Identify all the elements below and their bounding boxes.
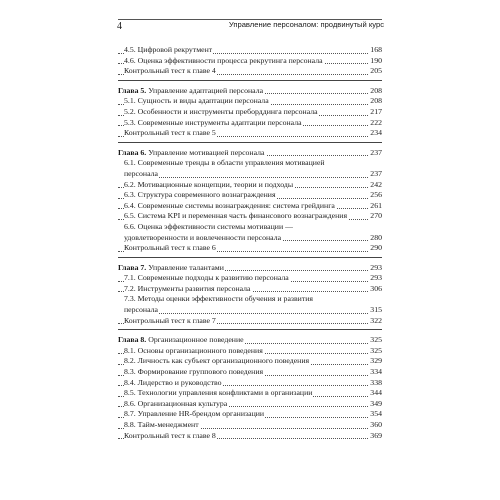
toc-entry-text: Контрольный тест к главе 6 xyxy=(124,243,216,253)
toc-page-number: 290 xyxy=(370,243,382,253)
toc-entry xyxy=(118,273,382,284)
chapter-title: Управление талантами xyxy=(148,262,224,272)
toc-page-number: 234 xyxy=(370,128,382,138)
toc-entry-text: 5.2. Особенности и инструменты преборддинга персонала xyxy=(124,106,318,116)
chapter-title-text xyxy=(118,86,264,95)
chapter-heading xyxy=(118,263,382,274)
page-number: 4 xyxy=(117,21,122,32)
chapter-label: Глава 7. xyxy=(118,262,147,272)
toc-entry-text: 5.3. Современные инструменты адаптации персонала xyxy=(124,117,302,127)
toc-entry-line: персонала xyxy=(124,168,158,178)
chapter-page-number: 293 xyxy=(370,262,382,272)
toc-entry xyxy=(118,118,382,129)
toc-entry-text: 8.3. Формирование группового поведения xyxy=(124,367,264,377)
chapter-label: Глава 6. xyxy=(118,147,147,157)
toc-page-number: 322 xyxy=(370,315,382,325)
running-title: Управление персоналом: продвинутый курс xyxy=(228,20,384,29)
chapter-label: Глава 5. xyxy=(118,85,147,95)
toc-page-number: 261 xyxy=(370,200,382,210)
toc-entry-text: 8.4. Лидерство и руководство xyxy=(124,377,222,387)
toc-entry xyxy=(118,378,382,389)
toc-entry-text: 8.5. Технологии управления конфликтами в организации xyxy=(124,388,313,398)
toc-page-number: 315 xyxy=(370,305,382,315)
chapter-title-text xyxy=(118,263,225,272)
toc-entry-text: 6.4. Современные системы вознаграждения: система грейдинга xyxy=(124,200,335,210)
toc-page-number: 222 xyxy=(370,117,382,127)
toc-entry-text: 7.1. Современные подходы к развитию персонала xyxy=(124,273,289,283)
chapter-page-number: 237 xyxy=(370,147,382,157)
toc-page-number: 306 xyxy=(370,283,382,293)
toc-entry xyxy=(118,45,382,56)
toc-entry xyxy=(118,180,382,191)
toc-entry-text: Контрольный тест к главе 5 xyxy=(124,128,216,138)
toc-entry xyxy=(118,243,382,254)
toc-entry-line: 6.1. Современные тренды в области управления мотивацией xyxy=(124,158,325,168)
chapter-heading xyxy=(118,86,382,97)
toc-entry xyxy=(118,367,382,378)
toc-entry xyxy=(118,399,382,410)
toc-entry-text: 8.1. Основы организационного поведения xyxy=(124,345,263,355)
toc-page-number: 168 xyxy=(370,45,382,54)
toc-entry xyxy=(118,431,382,442)
toc-entry-text: 7.2. Инструменты развития персонала xyxy=(124,283,251,293)
toc-entry xyxy=(118,66,382,77)
toc-page-number: 270 xyxy=(370,211,382,221)
toc-page-number: 334 xyxy=(370,367,382,377)
leader-dots xyxy=(124,313,382,314)
toc-page-number: 325 xyxy=(370,345,382,355)
chapter-page-number: 208 xyxy=(370,85,382,95)
toc-entry xyxy=(118,128,382,139)
toc-entry xyxy=(118,294,382,315)
leader-dots xyxy=(124,177,382,178)
chapter-separator xyxy=(118,329,382,330)
chapter-separator xyxy=(118,142,382,143)
toc-page-number: 217 xyxy=(370,106,382,116)
toc-entry xyxy=(118,409,382,420)
chapter-heading xyxy=(118,148,382,159)
toc-page-number: 205 xyxy=(370,66,382,76)
toc-entry xyxy=(118,56,382,67)
toc-page-number: 293 xyxy=(370,273,382,283)
chapter-title-text xyxy=(118,148,266,157)
toc-entry xyxy=(118,346,382,357)
chapter-label: Глава 8. xyxy=(118,335,147,345)
toc-entry-text: 6.5. Система KPI и переменная часть финансового вознаграждения xyxy=(124,211,348,221)
toc-page-number: 256 xyxy=(370,190,382,200)
toc-entry-text: 6.2. Мотивационные концепции, теории и подходы xyxy=(124,179,294,189)
toc-entry-text: Контрольный тест к главе 4 xyxy=(124,66,216,76)
toc-entry xyxy=(118,190,382,201)
toc-page-number: 369 xyxy=(370,430,382,440)
toc-entry xyxy=(118,158,382,179)
toc-entry-text: Контрольный тест к главе 7 xyxy=(124,315,216,325)
header-rule xyxy=(118,19,382,20)
toc-page-number: 237 xyxy=(370,168,382,178)
toc-page-number: 360 xyxy=(370,420,382,429)
toc-entry-line: 7.3. Методы оценки эффективности обучения и развития xyxy=(124,294,314,304)
toc-entry xyxy=(118,96,382,107)
toc-entry-line: персонала xyxy=(124,305,158,315)
toc-page-number: 338 xyxy=(370,377,382,387)
toc-entry xyxy=(118,388,382,399)
toc-entry xyxy=(118,284,382,295)
toc-entry xyxy=(118,107,382,118)
chapter-heading xyxy=(118,335,382,346)
chapter-separator xyxy=(118,257,382,258)
toc-page-number: 329 xyxy=(370,356,382,366)
toc-entry-line: 6.6. Оценка эффективности системы мотивации — xyxy=(124,221,293,231)
toc-page-number: 242 xyxy=(370,179,382,189)
toc-page-number: 208 xyxy=(370,96,382,106)
chapter-separator xyxy=(118,80,382,81)
toc-entry xyxy=(118,356,382,367)
toc-entry xyxy=(118,420,382,431)
toc-entry-text: 5.1. Сущность и виды адаптации персонала xyxy=(124,96,269,106)
chapter-title-text xyxy=(118,335,245,344)
toc-entry-text: 8.2. Личность как субъект организационного поведения xyxy=(124,356,310,366)
toc-page-number: 354 xyxy=(370,409,382,419)
toc-page-number: 190 xyxy=(370,55,382,65)
toc-entry-text: 8.6. Организационная культура xyxy=(124,398,228,408)
toc-entry-text: 8.7. Управление HR-брендом организации xyxy=(124,409,265,419)
toc-entry-text: Контрольный тест к главе 8 xyxy=(124,430,216,440)
toc-page-number: 280 xyxy=(370,232,382,242)
chapter-page-number: 325 xyxy=(370,335,382,345)
chapter-title: Организационное поведение xyxy=(148,335,244,345)
toc-entry xyxy=(118,222,382,243)
toc-entry-text: 4.5. Цифровой рекрутмент xyxy=(124,45,213,54)
toc-entry xyxy=(118,211,382,222)
toc-entry-text: 6.3. Структура современного вознаграждения xyxy=(124,190,276,200)
toc-entry-text: 8.8. Тайм-менеджмент xyxy=(124,420,199,429)
toc-page-number: 349 xyxy=(370,398,382,408)
toc-entry-text: 4.6. Оценка эффективности процесса рекрутинга персонала xyxy=(124,55,323,65)
table-of-contents xyxy=(118,45,382,441)
chapter-title: Управление адаптацией персонала xyxy=(148,85,264,95)
chapter-title: Управление мотивацией персонала xyxy=(148,147,265,157)
toc-entry xyxy=(118,201,382,212)
toc-page-number: 344 xyxy=(370,388,382,398)
toc-entry xyxy=(118,316,382,327)
toc-entry-line: удовлетворенности и вовлеченности персонала xyxy=(124,232,282,242)
